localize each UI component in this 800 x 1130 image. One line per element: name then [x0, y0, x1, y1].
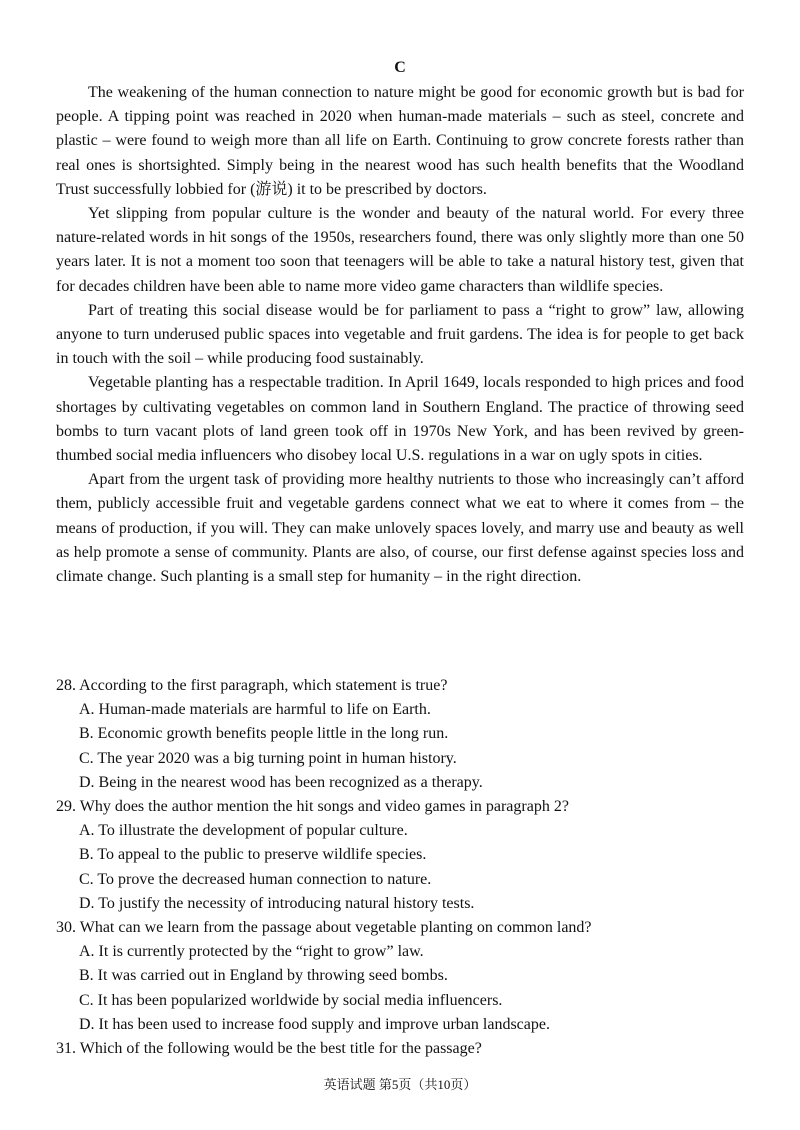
option-c: C. It has been popularized worldwide by social media influencers. — [79, 991, 503, 1009]
passage-paragraph-3: Part of treating this social disease would be for parliament to pass a “right to grow” law, allowing anyone to turn underused public spaces into vegetable and fruit gardens. The idea is for people to get back in touch with the soil – while producing food sustainably. — [56, 301, 744, 368]
option-b: B. It was carried out in England by throwing seed bombs. — [79, 967, 448, 985]
question-stem: 28. According to the first paragraph, which statement is true? — [56, 677, 448, 694]
option-b: B. To appeal to the public to preserve wildlife species. — [79, 846, 427, 864]
section-heading: C — [394, 59, 406, 76]
option-c: C. The year 2020 was a big turning point in human history. — [79, 749, 457, 767]
question-list — [56, 674, 756, 1061]
question-31 — [56, 1037, 756, 1061]
option-b: B. Economic growth benefits people little in the long run. — [79, 725, 449, 743]
option-d: D. To justify the necessity of introducing natural history tests. — [79, 894, 475, 912]
question-stem: 31. Which of the following would be the best title for the passage? — [56, 1040, 482, 1058]
option-a: A. Human-made materials are harmful to life on Earth. — [79, 701, 431, 719]
passage-paragraph-5: Apart from the urgent task of providing more healthy nutrients to those who increasingly can’t afford them, publicly accessible fruit and vegetable gardens connect what we eat to where it comes from – the means of production, if you will. They can make unlovely spaces lovely, and marry use and beauty as well as help promote a sense of community. Plants are also, of course, our first defense against species loss and climate change. Such planting is a small step for humanity – in the right direction. — [56, 471, 744, 586]
question-stem: 30. What can we learn from the passage about vegetable planting on common land? — [56, 919, 592, 937]
question-29 — [56, 795, 756, 916]
question-stem: 29. Why does the author mention the hit songs and video games in paragraph 2? — [56, 798, 569, 816]
option-a: A. It is currently protected by the “right to grow” law. — [79, 943, 424, 961]
option-a: A. To illustrate the development of popular culture. — [79, 822, 408, 840]
passage-paragraph-4: Vegetable planting has a respectable tradition. In April 1649, locals responded to high prices and food shortages by cultivating vegetables on common land in Southern England. The practice of throwing seed bombs to turn vacant plots of land green took off in 1970s New York, and has been revived by green-thumbed social media influencers who disobey local U.S. regulations in a war on ugly spots in cities. — [56, 374, 744, 465]
passage-paragraph-2: Yet slipping from popular culture is the wonder and beauty of the natural world. For every three nature-related words in hit songs of the 1950s, researchers found, there was only slightly more than one 50 years later. It is not a moment too soon that teenagers will be able to take a natural history test, given that for decades children have been able to name more video game characters than wildlife species. — [56, 205, 744, 295]
option-d: D. Being in the nearest wood has been recognized as a therapy. — [79, 773, 483, 791]
option-c: C. To prove the decreased human connection to nature. — [79, 870, 432, 888]
question-28 — [56, 674, 756, 795]
option-d: D. It has been used to increase food supply and improve urban landscape. — [79, 1015, 550, 1033]
passage-paragraph-1: The weakening of the human connection to nature might be good for economic growth but is bad for people. A tipping point was reached in 2020 when human-made materials – such as steel, concrete and plastic – were found to weigh more than all life on Earth. Continuing to grow concrete forests rather than real ones is shortsighted. Simply being in the nearest wood has such health benefits that the Woodland Trust successfully lobbied for (游说) it to be prescribed by doctors. — [56, 84, 744, 198]
reading-passage — [56, 81, 744, 589]
page-footer: 英语试题 第5页（共10页） — [323, 1077, 477, 1092]
question-30 — [56, 916, 756, 1037]
